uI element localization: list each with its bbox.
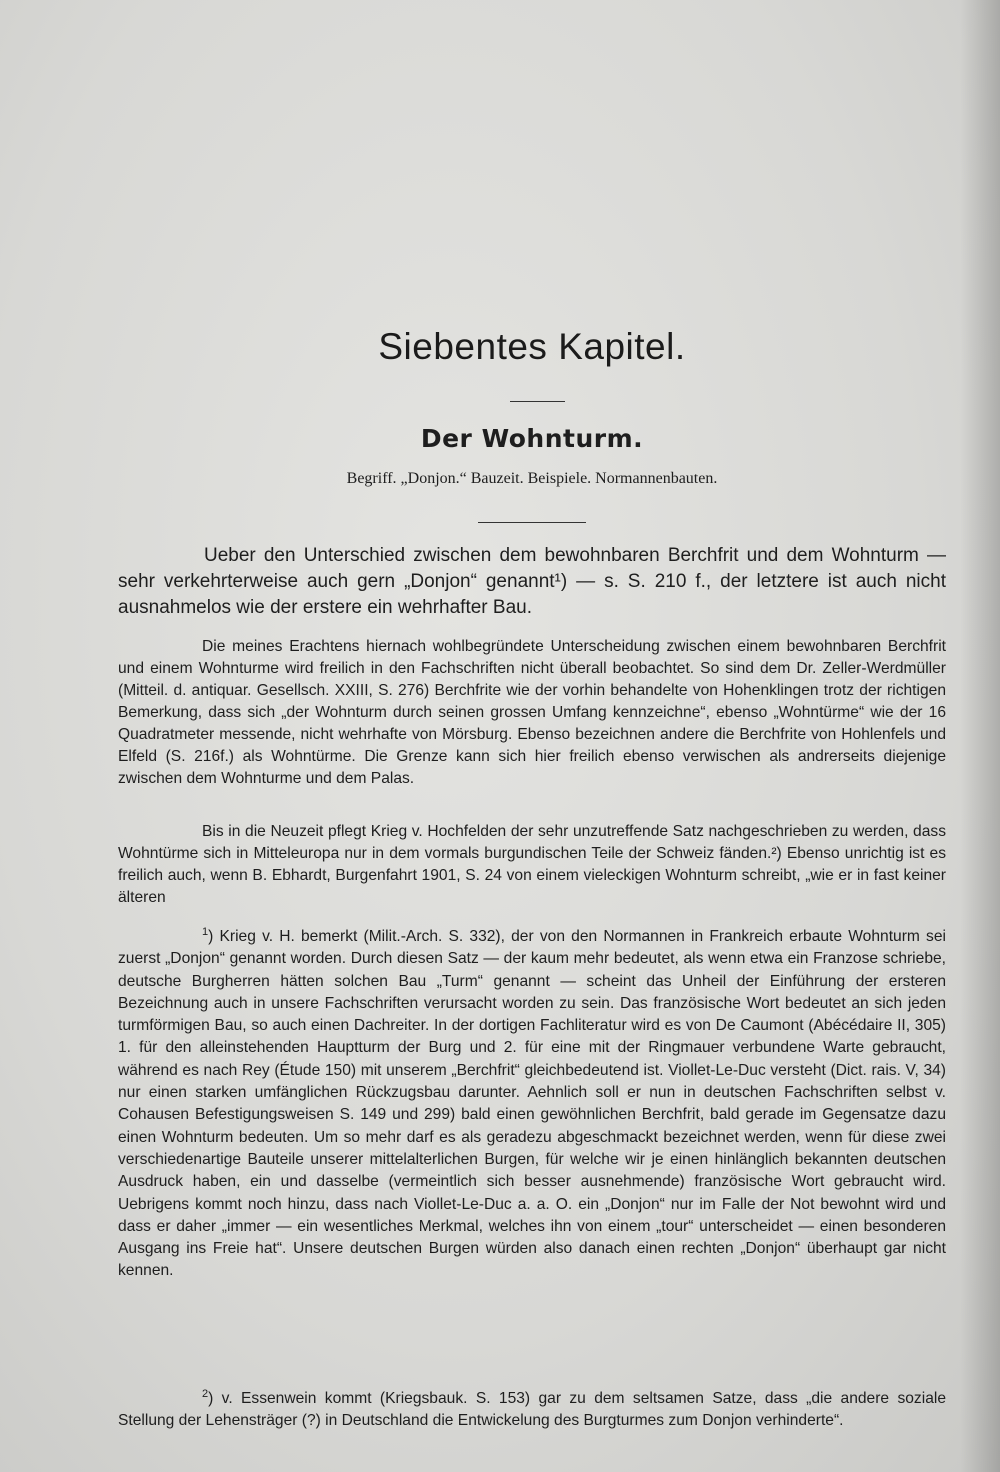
footnote-1-text: ) Krieg v. H. bemerkt (Milit.-Arch. S. 332), der von den Normannen in Frankreich erbaute Wohnturm sei zuerst „Donjon“ genannt worden. Durch diesen Satz — der kaum mehr bedeutet, als wenn etwa ein Franzose schriebe, deutsche Burgherren hätten solchen Bau „Turm“ genannt — scheint das Unheil der Einführung der ersteren Bezeichnung auch in unsere Fachschriften verursacht worden zu sein. Das französische Wort bedeutet an sich jeden turmförmigen Bau, so auch einen Dachreiter. In der dortigen Fachliteratur wird es von De Caumont (Abécédaire II, 305) 1. für den alleinstehenden Hauptturm der Burg und 2. für eine mit der Ringmauer verbundene Warte gebraucht, während es nach Rey (Étude 150) mit unserem „Berchfrit“ gleichbedeutend ist. Viollet-Le-Duc versteht (Dict. rais. V, 34) nur einen starken umfänglichen Rückzugsbau darunter. Aehnlich soll er nun in deutschen Fachschriften selbst v. Cohausen Befestigungsweisen S. 149 und 299) bald einen gewöhnlichen Berchfrit, bald gerade im Gegensatze dazu einen Wohnturm bedeuten. Um so mehr darf es als geradezu abgeschmackt bezeichnet werden, wenn für diese zwei verschiedenartige Bauteile unserer mittelalterlichen Burgen, für welche wir je einen hinlänglich bekannten deutschen Ausdruck haben, ein und dasselbe (vermeintlich sich besser ausnehmende) französische Wort gebraucht wird. Uebrigens kommt noch hinzu, dass nach Viollet-Le-Duc a. a. O. ein „Donjon“ nur im Falle der Not bewohnt wird und dass er daher „immer — ein wesentliches Merkmal, welches ihn von einem „tour“ unterscheidet — einen besonderen Ausgang ins Freie hat“. Unsere deutschen Burgen würden also danach einen rechten „Donjon“ überhaupt gar nicht kennen. [118,928,946,1280]
chapter-divider [510,401,565,402]
footnote-2 [118,1388,946,1433]
body-paragraph-2: Bis in die Neuzeit pflegt Krieg v. Hochfelden der sehr unzutreffende Satz nachgeschrieben zu werden, dass Wohntürme sich in Mitteleuropa nur in dem vormals burgundischen Teile der Schweiz fänden.²) Ebenso unrichtig ist es freilich auch, wenn B. Ebhardt, Burgenfahrt 1901, S. 24 von einem vieleckigen Wohnturm schreibt, „wie er in fast keiner älteren [118,823,946,906]
section-title: Der Wohnturm. [420,424,644,453]
section-subtitle: Begriff. „Donjon.“ Bauzeit. Beispiele. Normannenbauten. [346,470,718,487]
page-spine-shadow [960,0,1000,1472]
intro-text: Ueber den Unterschied zwischen dem bewohnbaren Berchfrit und dem Wohnturm — sehr verkehrterweise auch gern „Donjon“ genannt¹) — s. S. 210 f., der letztere ist auch nicht ausnahmelos wie der erstere ein wehrhafter Bau. [118,545,946,618]
chapter-heading: Siebentes Kapitel. [378,326,686,367]
intro-paragraph [118,543,946,621]
footnote-1-mark: 1 [202,925,209,938]
footnote-1 [118,926,946,1283]
footnote-2-mark: 2 [202,1387,209,1400]
body-paragraph-1: Die meines Erachtens hiernach wohlbegründete Unterscheidung zwischen einem bewohnbaren Berchfrit und einem Wohnturme wird freilich in den Fachschriften nicht überall beobachtet. So sind dem Dr. Zeller-Werdmüller (Mitteil. d. antiquar. Gesellsch. XXIII, S. 276) Berchfrite wie der vorhin behandelte von Hohenklingen trotz der richtigen Bemerkung, dass sich „der Wohnturm durch seinen grossen Umfang kennzeichne“, ebenso „Wohntürme“ wie der 16 Quadratmeter messende, nicht wehrhafte von Mörsburg. Ebenso bezeichnen andere die Berchfrite von Hohlenfels und Elfeld (S. 216f.) als Wohntürme. Die Grenze kann sich hier freilich ebenso verwischen als andrerseits diejenige zwischen dem Wohnturme und dem Palas. [118,638,946,787]
section-divider [478,522,586,523]
footnote-2-text: ) v. Essenwein kommt (Kriegsbauk. S. 153) gar zu dem seltsamen Satze, dass „die andere soziale Stellung der Lehensträger (?) in Deutschland die Entwickelung des Burgturmes zum Donjon verhinderte“. [118,1390,946,1430]
